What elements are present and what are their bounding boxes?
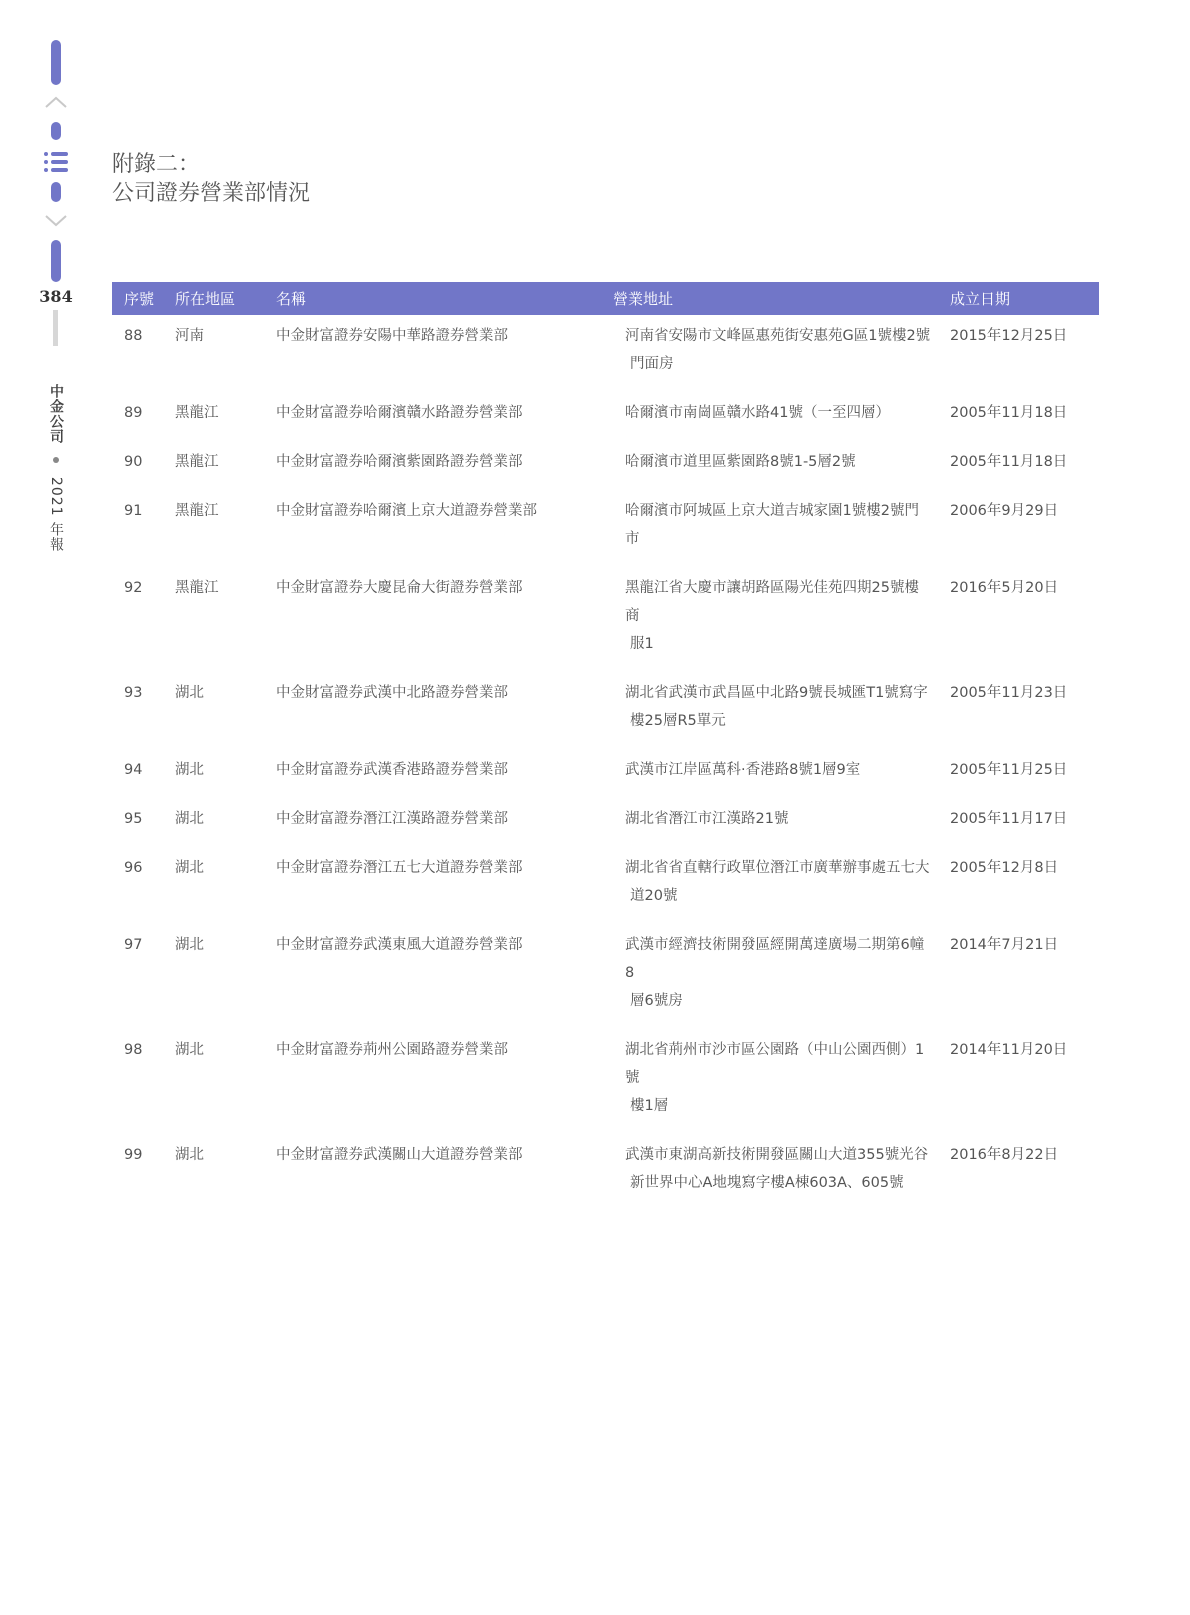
address-line2: 服1 xyxy=(630,636,654,652)
cell-date: 2005年11月18日 xyxy=(950,405,1068,421)
cell-no: 98 xyxy=(124,1042,143,1058)
cell-no: 93 xyxy=(124,685,143,701)
table-row xyxy=(112,315,1099,392)
branch-table xyxy=(112,282,1099,1211)
cell-region: 湖北 xyxy=(175,860,204,876)
cell-region: 湖北 xyxy=(175,1147,204,1163)
rail-bar-mid-top xyxy=(51,122,61,140)
address-line2: 門面房 xyxy=(630,356,674,372)
header-address: 營業地址 xyxy=(613,290,674,308)
cell-no: 96 xyxy=(124,860,143,876)
address-line1: 湖北省省直轄行政單位潛江市廣華辦事處五七大 xyxy=(625,860,930,876)
address-line2: 道20號 xyxy=(630,888,678,904)
cell-no: 94 xyxy=(124,762,143,778)
rail-bar-bottom xyxy=(51,240,61,282)
cell-name: 中金財富證券潛江江漢路證券營業部 xyxy=(276,811,508,827)
address-line1: 哈爾濱市阿城區上京大道吉城家園1號樓2號門市 xyxy=(625,503,919,547)
table-row xyxy=(112,924,1099,1029)
cell-address xyxy=(601,574,938,658)
cell-no: 97 xyxy=(124,937,143,953)
rail-divider xyxy=(53,310,58,346)
chevron-down-icon[interactable] xyxy=(44,214,68,228)
cell-region: 湖北 xyxy=(175,762,204,778)
side-caption xyxy=(46,384,66,552)
address-line2: 新世界中心A地塊寫字樓A棟603A、605號 xyxy=(630,1175,904,1191)
cell-name: 中金財富證券潛江五七大道證券營業部 xyxy=(276,860,523,876)
table-header xyxy=(112,282,1099,315)
cell-address xyxy=(601,448,938,476)
address-line1: 湖北省荊州市沙市區公園路（中山公園西側）1號 xyxy=(625,1042,925,1086)
cell-name: 中金財富證券武漢香港路證券營業部 xyxy=(276,762,508,778)
address-line1: 武漢市經濟技術開發區經開萬達廣場二期第6幢8 xyxy=(625,937,925,981)
address-line1: 河南省安陽市文峰區惠苑街安惠苑G區1號樓2號 xyxy=(625,328,931,344)
cell-date: 2005年11月17日 xyxy=(950,811,1068,827)
cell-region: 湖北 xyxy=(175,937,204,953)
cell-no: 95 xyxy=(124,811,143,827)
address-line1: 武漢市江岸區萬科·香港路8號1層9室 xyxy=(625,762,861,778)
page-number: 384 xyxy=(39,287,73,306)
cell-address xyxy=(601,805,938,833)
cell-date: 2006年9月29日 xyxy=(950,503,1059,519)
cell-no: 88 xyxy=(124,328,143,344)
table-row xyxy=(112,847,1099,924)
header-name: 名稱 xyxy=(276,290,307,308)
cell-address xyxy=(601,931,938,1015)
separator-dot xyxy=(53,457,59,463)
table-row xyxy=(112,1029,1099,1134)
table-row xyxy=(112,392,1099,441)
address-line1: 黑龍江省大慶市讓胡路區陽光佳苑四期25號樓商 xyxy=(625,580,919,624)
table-row xyxy=(112,672,1099,749)
cell-no: 99 xyxy=(124,1147,143,1163)
cell-address xyxy=(601,1141,938,1197)
rail-bar-top xyxy=(51,40,61,85)
cell-date: 2005年11月25日 xyxy=(950,762,1068,778)
cell-date: 2016年5月20日 xyxy=(950,580,1059,596)
cell-region: 黑龍江 xyxy=(175,503,219,519)
cell-region: 湖北 xyxy=(175,685,204,701)
header-date: 成立日期 xyxy=(950,290,1011,308)
cell-name: 中金財富證券武漢東風大道證券營業部 xyxy=(276,937,523,953)
cell-name: 中金財富證券武漢中北路證券營業部 xyxy=(276,685,508,701)
cell-name: 中金財富證券哈爾濱贛水路證券營業部 xyxy=(276,405,523,421)
address-line1: 哈爾濱市南崗區贛水路41號（一至四層） xyxy=(625,405,890,421)
cell-no: 92 xyxy=(124,580,143,596)
cell-address xyxy=(601,756,938,784)
table-row xyxy=(112,749,1099,798)
page-title-line1: 附錄二： xyxy=(112,152,201,177)
cell-address xyxy=(601,497,938,553)
cell-address xyxy=(601,854,938,910)
cell-date: 2005年11月23日 xyxy=(950,685,1068,701)
cell-name: 中金財富證券哈爾濱上京大道證券營業部 xyxy=(276,503,537,519)
address-line2: 樓1層 xyxy=(630,1098,669,1114)
page-title-line2: 公司證券營業部情況 xyxy=(112,181,311,206)
table-row xyxy=(112,567,1099,672)
cell-no: 91 xyxy=(124,503,143,519)
address-line1: 湖北省武漢市武昌區中北路9號長城匯T1號寫字 xyxy=(625,685,928,701)
contents-list-icon[interactable] xyxy=(44,152,70,172)
table-row xyxy=(112,798,1099,847)
rail-bar-mid-bottom xyxy=(51,182,61,202)
address-line1: 武漢市東湖高新技術開發區關山大道355號光谷 xyxy=(625,1147,929,1163)
cell-region: 黑龍江 xyxy=(175,405,219,421)
page-title xyxy=(112,150,310,208)
cell-name: 中金財富證券哈爾濱紫園路證券營業部 xyxy=(276,454,523,470)
address-line2: 樓25層R5單元 xyxy=(630,713,726,729)
cell-no: 89 xyxy=(124,405,143,421)
cell-name: 中金財富證券安陽中華路證券營業部 xyxy=(276,328,508,344)
cell-address xyxy=(601,399,938,427)
cell-date: 2014年7月21日 xyxy=(950,937,1059,953)
side-company: 中金公司 xyxy=(48,384,64,444)
cell-region: 黑龍江 xyxy=(175,454,219,470)
cell-address xyxy=(601,1036,938,1120)
cell-date: 2015年12月25日 xyxy=(950,328,1068,344)
cell-address xyxy=(601,322,938,378)
address-line1: 湖北省潛江市江漢路21號 xyxy=(625,811,789,827)
header-region: 所在地區 xyxy=(175,290,236,308)
cell-region: 黑龍江 xyxy=(175,580,219,596)
cell-region: 河南 xyxy=(175,328,204,344)
header-no: 序號 xyxy=(124,290,155,308)
cell-address xyxy=(601,679,938,735)
cell-region: 湖北 xyxy=(175,811,204,827)
address-line2: 層6號房 xyxy=(630,993,683,1009)
table-row xyxy=(112,441,1099,490)
table-row xyxy=(112,1134,1099,1211)
side-year: 2021 年報 xyxy=(48,476,64,552)
cell-date: 2005年11月18日 xyxy=(950,454,1068,470)
table-row xyxy=(112,490,1099,567)
cell-no: 90 xyxy=(124,454,143,470)
cell-region: 湖北 xyxy=(175,1042,204,1058)
cell-date: 2014年11月20日 xyxy=(950,1042,1068,1058)
cell-date: 2005年12月8日 xyxy=(950,860,1059,876)
cell-name: 中金財富證券武漢關山大道證券營業部 xyxy=(276,1147,523,1163)
cell-name: 中金財富證券大慶昆侖大街證券營業部 xyxy=(276,580,523,596)
chevron-up-icon[interactable] xyxy=(44,95,68,109)
address-line1: 哈爾濱市道里區紫園路8號1-5層2號 xyxy=(625,454,856,470)
cell-name: 中金財富證券荊州公園路證券營業部 xyxy=(276,1042,508,1058)
cell-date: 2016年8月22日 xyxy=(950,1147,1059,1163)
